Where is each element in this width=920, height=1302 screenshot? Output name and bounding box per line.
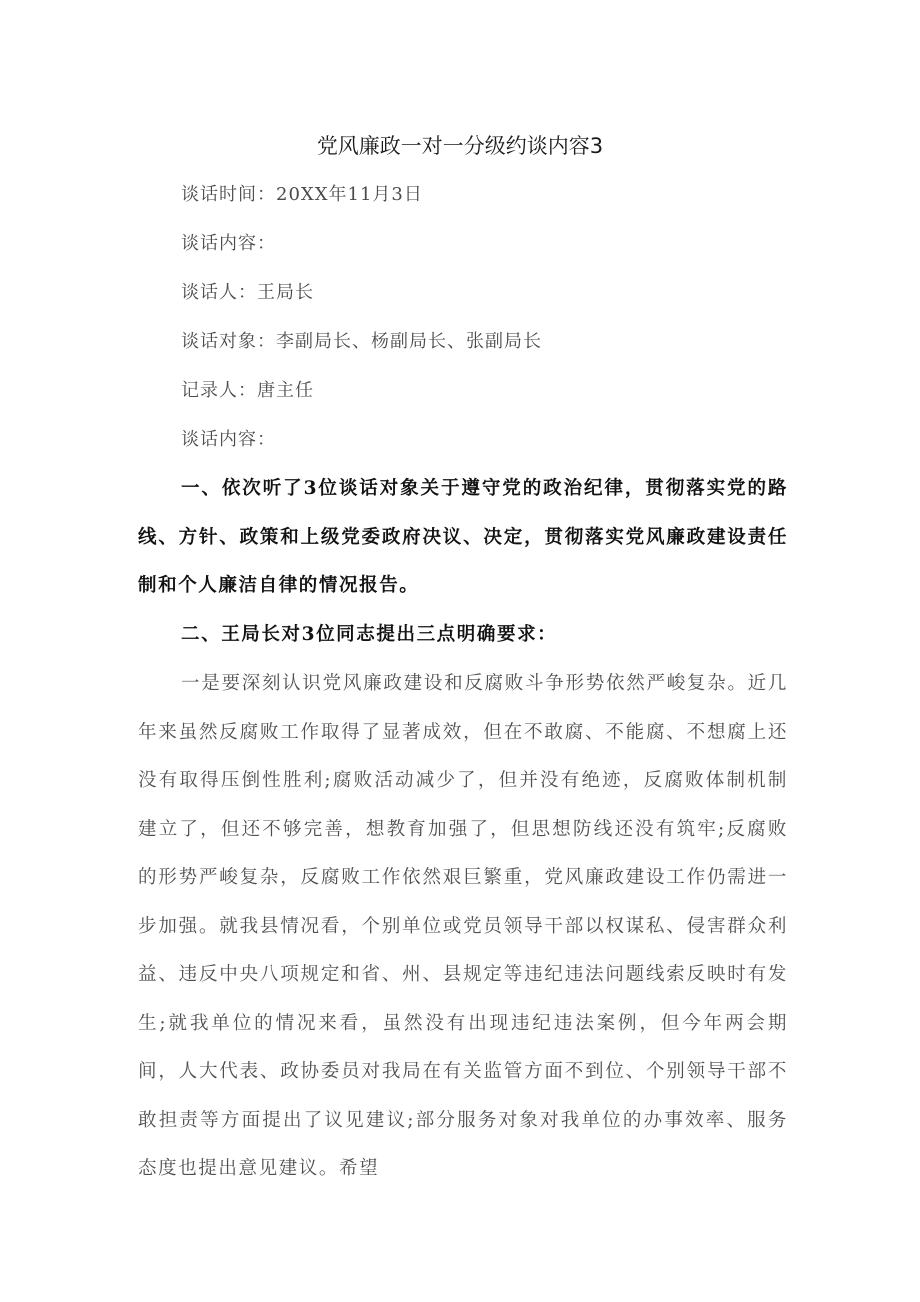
paragraph-section-two: 二、王局长对3位同志提出三点明确要求： <box>181 624 558 645</box>
meta-talk-time: 谈话时间：20XX年11月3日 <box>181 184 423 205</box>
meta-speaker: 谈话人：王局长 <box>181 282 314 303</box>
meta-talk-content-heading: 谈话内容： <box>181 233 276 254</box>
meta-recorder: 记录人：唐主任 <box>181 380 314 401</box>
paragraph-section-one: 一、依次听了3位谈话对象关于遵守党的政治纪律，贯彻落实党的路线、方针、政策和上级党委政府决议、决定，贯彻落实党风廉政建设责任制和个人廉洁自律的情况报告。 <box>138 478 788 596</box>
meta-talk-content-label: 谈话内容： <box>181 429 276 450</box>
document-title: 党风廉政一对一分级约谈内容3 <box>316 134 604 158</box>
meta-talk-targets: 谈话对象：李副局长、杨副局长、张副局长 <box>181 331 542 352</box>
paragraph-requirement-one: 一是要深刻认识党风廉政建设和反腐败斗争形势依然严峻复杂。近几年来虽然反腐败工作取得了显著成效，但在不敢腐、不能腐、不想腐上还没有取得压倒性胜利;腐败活动减少了，但并没有绝迹，反腐败体制机制建立了，但还不够完善，想教育加强了，但思想防线还没有筑牢;反腐败的形势严峻复杂，反腐败工作依然艰巨繁重，党风廉政建设工作仍需进一步加强。就我县情况看，个别单位或党员领导干部以权谋私、侵害群众利益、违反中央八项规定和省、州、县规定等违纪违法问题线索反映时有发生;就我单位的情况来看，虽然没有出现违纪违法案例，但今年两会期间，人大代表、政协委员对我局在有关监管方面不到位、个别领导干部不敢担责等方面提出了议见建议;部分服务对象对我单位的办事效率、服务态度也提出意见建议。希望 <box>138 673 788 1179</box>
